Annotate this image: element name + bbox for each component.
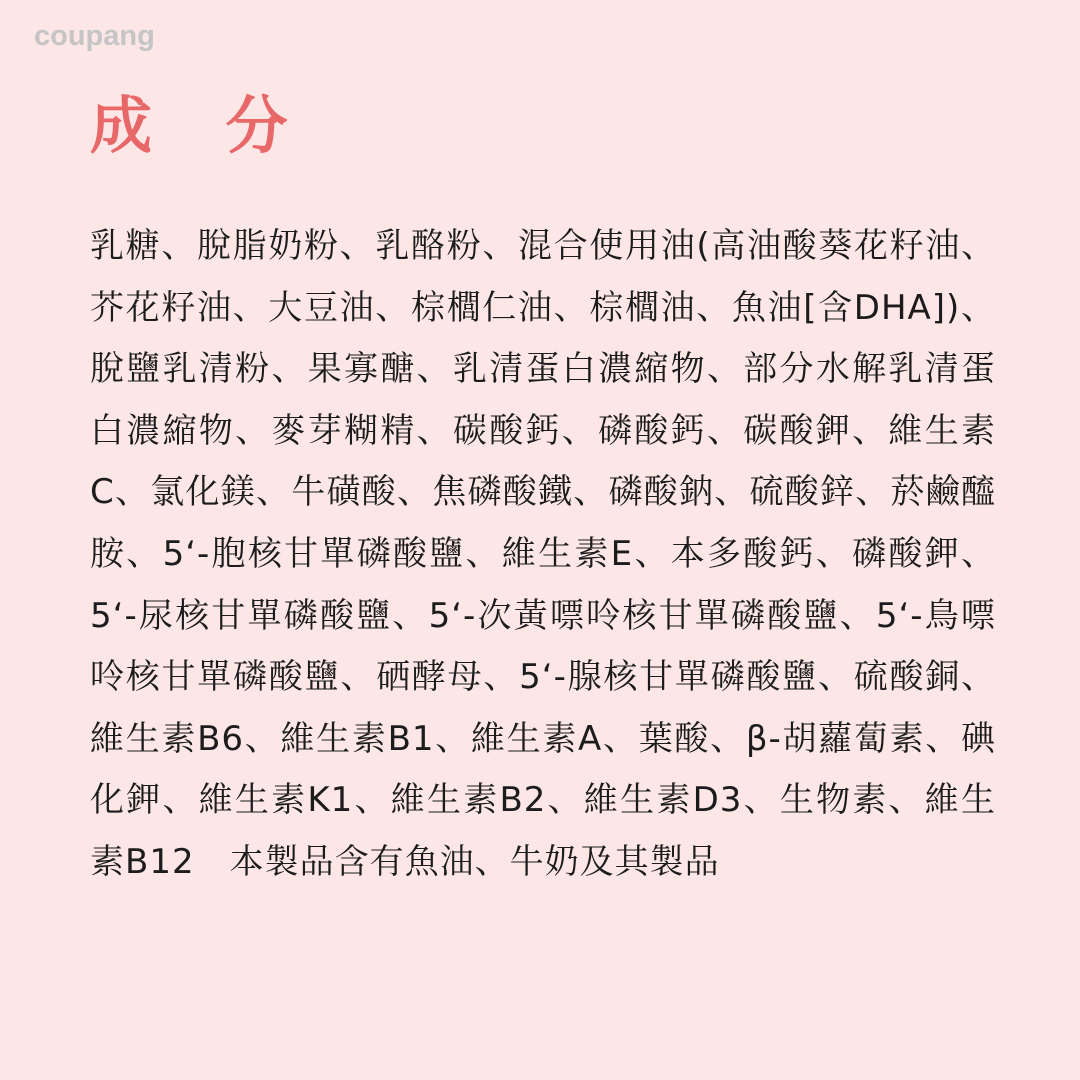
page-title: 成 分 [90,89,314,162]
coupang-logo: coupang [34,20,155,52]
ingredients-text: 乳糖、脫脂奶粉、乳酪粉、混合使用油(高油酸葵花籽油、芥花籽油、大豆油、棕櫚仁油、棕櫚油、魚油[含DHA])、脫鹽乳清粉、果寡醣、乳清蛋白濃縮物、部分水解乳清蛋白濃縮物、麥芽糊精、碳酸鈣、磷酸鈣、碳酸鉀、維生素C、氯化鎂、牛磺酸、焦磷酸鐵、磷酸鈉、硫酸鋅、菸鹼醯胺、5‘-胞核甘單磷酸鹽、維生素E、本多酸鈣、磷酸鉀、5‘-尿核甘單磷酸鹽、5‘-次黃嘌呤核甘單磷酸鹽、5‘-鳥嘌呤核甘單磷酸鹽、硒酵母、5‘-腺核甘單磷酸鹽、硫酸銅、維生素B6、維生素B1、維生素A、葉酸、β-胡蘿蔔素、碘化鉀、維生素K1、維生素B2、維生素D3、生物素、維生素B12 本製品含有魚油、牛奶及其製品 [90,226,996,882]
